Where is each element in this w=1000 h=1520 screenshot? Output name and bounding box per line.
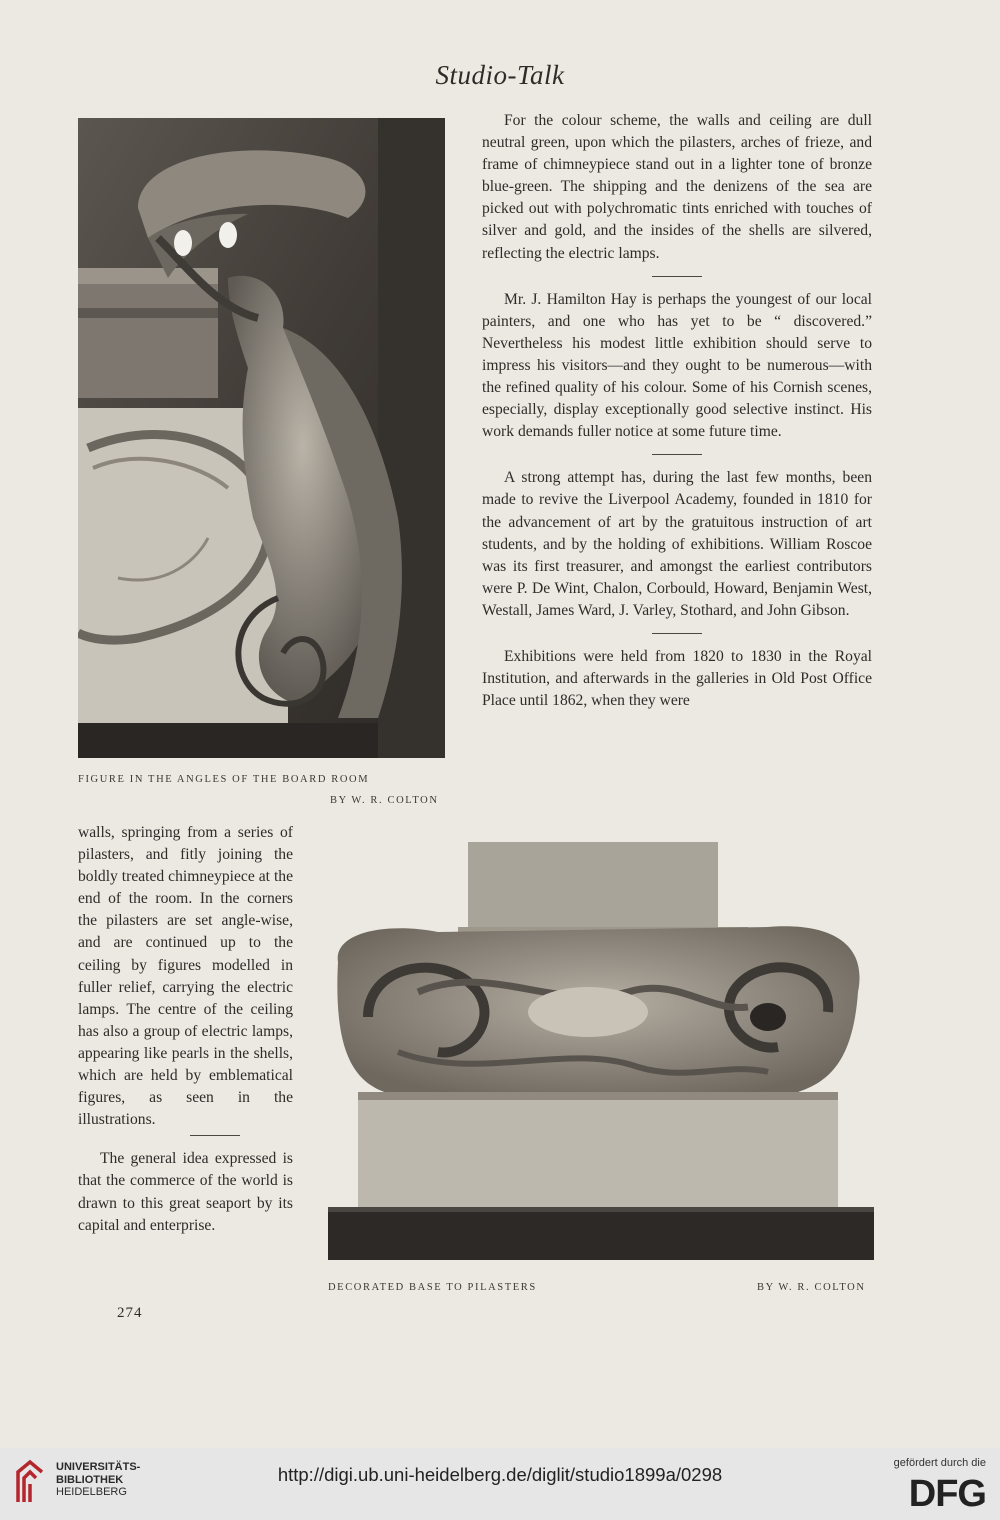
right-column-text (482, 110, 872, 712)
paragraph: For the colour scheme, the walls and ceiling are dull neutral green, upon which the pilasters, arches of frieze, and frame of chimneypiece stand out in a lighter tone of bronze blue-green. The shipping and the denizens of the sea are picked out with polychromatic tints enriched with touches of silver and gold, and the insides of the shells are silvered, reflecting the electric lamps. (482, 112, 872, 262)
figure-2-photo (328, 842, 874, 1260)
dfg-logo: DFG (908, 1473, 986, 1515)
library-name-line: BIBLIOTHEK (56, 1473, 124, 1486)
section-rule (652, 633, 702, 634)
paragraph: The general idea expressed is that the commerce of the world is drawn to this great seaport by its capital and enterprise. (78, 1150, 293, 1234)
page-number: 274 (117, 1305, 143, 1321)
section-rule (652, 454, 702, 455)
paragraph: A strong attempt has, during the last few months, been made to revive the Liverpool Academy, founded in 1810 for the advancement of art by the gratuitous instruction of art students, and by the holding of exhibitions. William Roscoe was its first treasurer, and amongst the earliest contributors were P. De Wint, Chalon, Corbould, Howard, Benjamin West, Westall, James Ward, J. Varley, Stothard, and John Gibson. (482, 469, 872, 619)
figure-2-credit: BY W. R. COLTON (757, 1282, 866, 1293)
paragraph: walls, springing from a series of pilasters, and fitly joining the boldly treated chimneypiece at the end of the room. In the corners the pilasters are set angle-wise, and are continued up to the ceiling by figures modelled in fuller relief, carrying the electric lamps. The centre of the ceiling has also a group of electric lamps, appearing like pearls in the shells, which are held by emblematical figures, as seen in the illustrations. (78, 824, 293, 1129)
library-name-line: UNIVERSITÄTS- (56, 1461, 141, 1473)
running-head: Studio-Talk (435, 60, 565, 90)
figure-2-caption: DECORATED BASE TO PILASTERS (328, 1282, 537, 1293)
figure-1-photo (78, 118, 445, 758)
library-name-line: HEIDELBERG (56, 1486, 127, 1498)
funded-by-label: gefördert durch die (893, 1457, 986, 1469)
figure-1-credit: BY W. R. COLTON (330, 795, 439, 806)
section-rule (652, 276, 702, 277)
digitization-footer (0, 1448, 1000, 1520)
permalink-url[interactable]: http://digi.ub.uni-heidelberg.de/diglit/studio1899a/0298 (277, 1464, 723, 1485)
left-column-text (78, 822, 293, 1237)
section-rule (190, 1135, 240, 1136)
figure-1-caption: FIGURE IN THE ANGLES OF THE BOARD ROOM (78, 774, 370, 785)
paragraph: Mr. J. Hamilton Hay is perhaps the youngest of our local painters, and one who has yet to be “ discovered.” Nevertheless his modest little exhibition should serve to impress his visitors—and they ought to be numerous—with the refined quality of his colour. Some of his Cornish scenes, especially, display exceptionally good selective instinct. His work demands fuller notice at some future time. (482, 290, 872, 441)
paragraph: Exhibitions were held from 1820 to 1830 in the Royal Institution, and afterwards in the galleries in Old Post Office Place until 1862, when they were (482, 647, 872, 710)
